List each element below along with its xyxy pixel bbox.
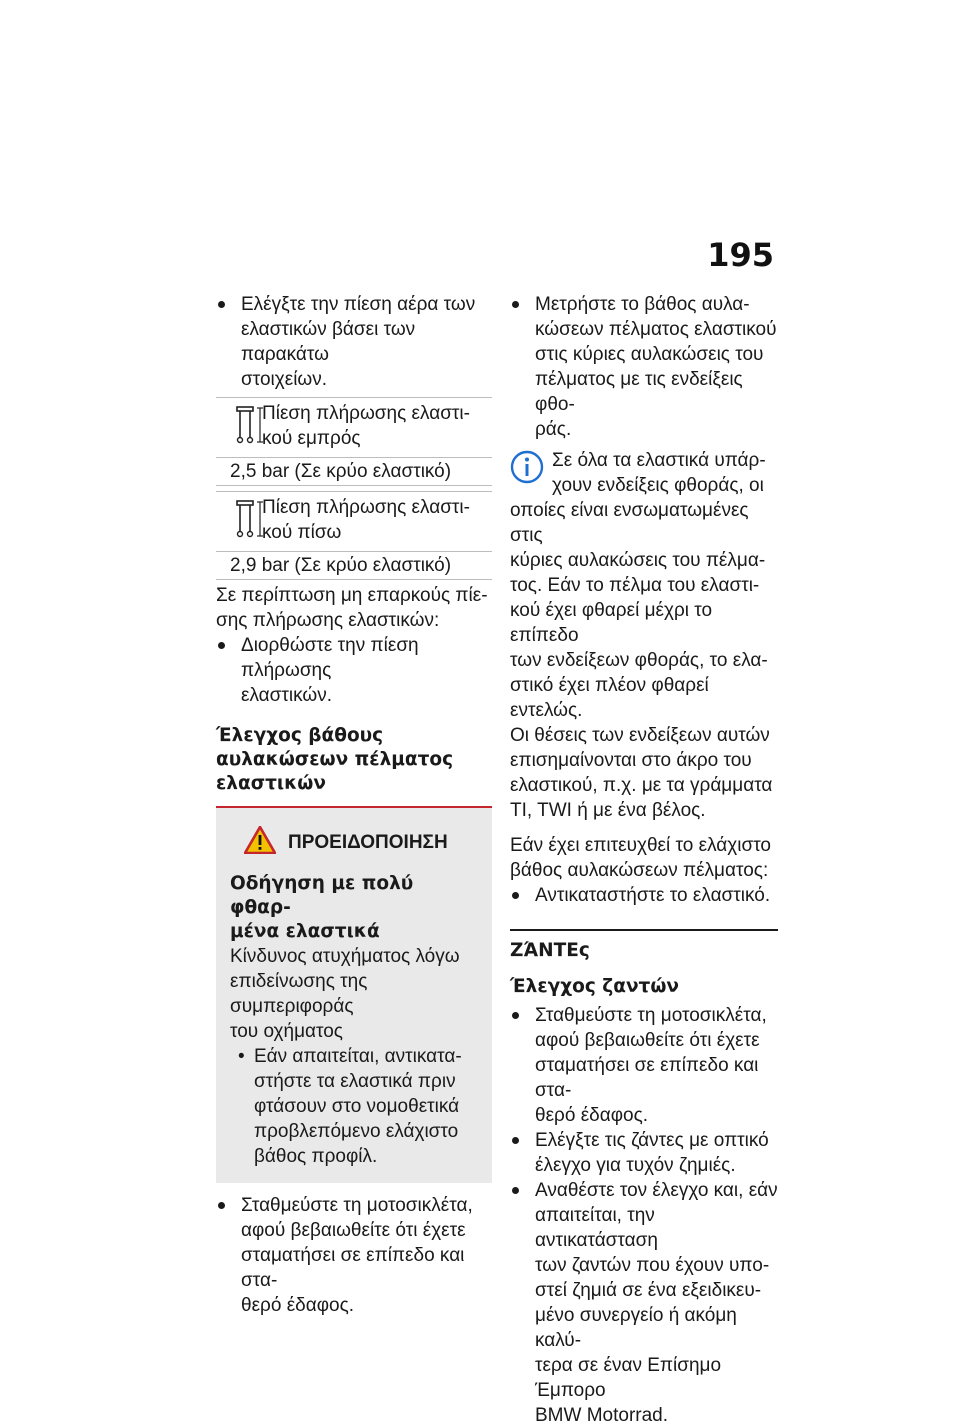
info-note	[510, 448, 778, 823]
text-line: Ελέγξτε τις ζάντες με οπτικό	[535, 1130, 769, 1151]
spec-label-line: κού πίσω	[262, 522, 342, 543]
text-line: έλεγχο για τυχόν ζημιές.	[535, 1155, 736, 1176]
text-line: τος. Εάν το πέλμα του ελαστι-	[510, 575, 760, 596]
spec-box-front	[216, 397, 492, 486]
spec-label-line: Πίεση πλήρωσης ελαστι-	[262, 403, 470, 424]
text-line: σταματήσει σε επίπεδο και στα-	[535, 1055, 759, 1101]
park-motorcycle-bullet	[510, 1003, 778, 1128]
text-line: • Εάν απαιτείται, αντικατα-	[254, 1046, 462, 1067]
text-line: Μετρήστε το βάθος αυλα-	[535, 294, 750, 315]
text-line: απαιτείται, την αντικατάσταση	[535, 1205, 658, 1251]
text-line: των ενδείξεων φθοράς, το ελα-	[510, 650, 768, 671]
chapter-title-rims: ΖΆΝΤΕς	[510, 940, 590, 961]
text-line: Αναθέστε τον έλεγχο και, εάν	[535, 1180, 778, 1201]
text-line: ελαστικών βάσει των παρακάτω	[241, 319, 416, 365]
title-line: Οδήγηση με πολύ φθαρ-	[230, 873, 414, 918]
title-line: Έλεγχος βάθους	[216, 725, 384, 746]
text-line: αφού βεβαιωθείτε ότι έχετε	[241, 1220, 466, 1241]
title-line: μένα ελαστικά	[230, 921, 380, 942]
warning-box	[216, 808, 492, 1183]
left-column	[216, 292, 492, 1318]
spec-label-line: Πίεση πλήρωσης ελαστι-	[262, 497, 470, 518]
text-line: θερό έδαφος.	[241, 1295, 355, 1316]
spec-label-line: κού εμπρός	[262, 428, 361, 449]
text-line: αφού βεβαιωθείτε ότι έχετε	[535, 1030, 760, 1051]
text-line: μένο συνεργείο ή ακόμη καλύ-	[535, 1305, 737, 1351]
warning-head	[230, 822, 480, 866]
measure-depth-bullet	[510, 292, 778, 442]
text-line: οποίες είναι ενσωματωμένες στις	[510, 500, 749, 546]
tire-gauge-icon	[236, 406, 264, 446]
text-line: ελαστικών.	[241, 685, 333, 706]
spec-value: 2,5 bar (Σε κρύο ελαστικό)	[230, 461, 452, 482]
text-line: Σταθμεύστε τη μοτοσικλέτα,	[535, 1005, 767, 1026]
spec-head	[216, 492, 492, 552]
warning-label: ΠΡΟΕΙΔΟΠΟΙΗΣΗ	[288, 832, 448, 853]
right-column	[510, 292, 778, 1428]
text-line: βάθος προφίλ.	[254, 1146, 378, 1167]
text-line: Κίνδυνος ατυχήματος λόγω	[230, 946, 460, 967]
text-line: ελαστικού, π.χ. με τα γράμματα	[510, 775, 773, 796]
warning-title	[230, 872, 480, 944]
text-line: Σε περίπτωση μη επαρκούς πίε-	[216, 585, 488, 606]
min-depth-text	[510, 833, 778, 883]
text-line: προβλεπόμενο ελάχιστο	[254, 1121, 459, 1142]
text-line: στοιχείων.	[241, 369, 328, 390]
text-line: Σταθμεύστε τη μοτοσικλέτα,	[241, 1195, 473, 1216]
text-line: κώσεων πέλματος ελαστικού	[535, 319, 777, 340]
text-line: φτάσουν στο νομοθετικά	[254, 1096, 460, 1117]
text-line: ράς.	[535, 419, 572, 440]
check-pressure-bullet	[216, 292, 492, 392]
warning-text	[230, 944, 480, 1044]
text-line: στεί ζημιά σε ένα εξειδικευ-	[535, 1280, 762, 1301]
text-line: κού έχει φθαρεί μέχρι το επίπεδο	[510, 600, 713, 646]
visual-check-bullet	[510, 1128, 778, 1178]
text-line: στικό έχει πλέον φθαρεί εντελώς.	[510, 675, 709, 721]
text-line: επισημαίνονται στο άκρο του	[510, 750, 752, 771]
assign-workshop-bullet	[510, 1178, 778, 1428]
correct-pressure-bullet	[216, 633, 492, 708]
text-line: πέλματος με τις ενδείξεις φθο-	[535, 369, 743, 415]
warning-bullet	[230, 1044, 480, 1169]
title-line: ελαστικών	[216, 773, 326, 794]
info-icon	[510, 450, 544, 484]
insufficient-pressure-text	[216, 583, 492, 633]
text-line: Οι θέσεις των ενδείξεων αυτών	[510, 725, 770, 746]
park-motorcycle-bullet	[216, 1193, 492, 1318]
text-line: επιδείνωσης της συμπεριφοράς	[230, 971, 368, 1017]
text-line: κύριες αυλακώσεις του πέλμα-	[510, 550, 766, 571]
text-line: στήστε τα ελαστικά πριν	[254, 1071, 456, 1092]
tire-gauge-icon	[236, 500, 264, 540]
text-line: BMW Motorrad.	[535, 1405, 669, 1426]
spec-head	[216, 398, 492, 458]
text-line: των ζαντών που έχουν υπο-	[535, 1255, 770, 1276]
text-line: Σε όλα τα ελαστικά υπάρ-	[552, 450, 766, 471]
spec-box-rear	[216, 491, 492, 580]
section-title-tread-depth	[216, 724, 492, 796]
text-line: βάθος αυλακώσεων πέλματος:	[510, 860, 769, 881]
title-line: αυλακώσεων πέλματος	[216, 749, 454, 770]
text-line: θερό έδαφος.	[535, 1105, 649, 1126]
text-line: Διορθώστε την πίεση πλήρωσης	[241, 635, 419, 681]
section-title-rim-check: Έλεγχος ζαντών	[510, 976, 680, 997]
text-line: TI, TWI ή με ένα βέλος.	[510, 800, 706, 821]
replace-tire-bullet: Αντικαταστήστε το ελαστικό.	[510, 883, 778, 908]
warning-triangle-icon	[244, 826, 276, 854]
text-line: σταματήσει σε επίπεδο και στα-	[241, 1245, 465, 1291]
text-line: Ελέγξτε την πίεση αέρα των	[241, 294, 476, 315]
text-line: σης πλήρωσης ελαστικών:	[216, 610, 440, 631]
text-line: τερα σε έναν Επίσημο Έμπορο	[535, 1355, 722, 1401]
page-number: 195	[707, 236, 774, 274]
text-line: του οχήματος	[230, 1021, 343, 1042]
chapter-rule	[510, 929, 778, 931]
text-line: στις κύριες αυλακώσεις του	[535, 344, 764, 365]
spec-value: 2,9 bar (Σε κρύο ελαστικό)	[230, 555, 452, 576]
text-line: Εάν έχει επιτευχθεί το ελάχιστο	[510, 835, 771, 856]
text-line: χουν ενδείξεις φθοράς, οι	[552, 475, 764, 496]
